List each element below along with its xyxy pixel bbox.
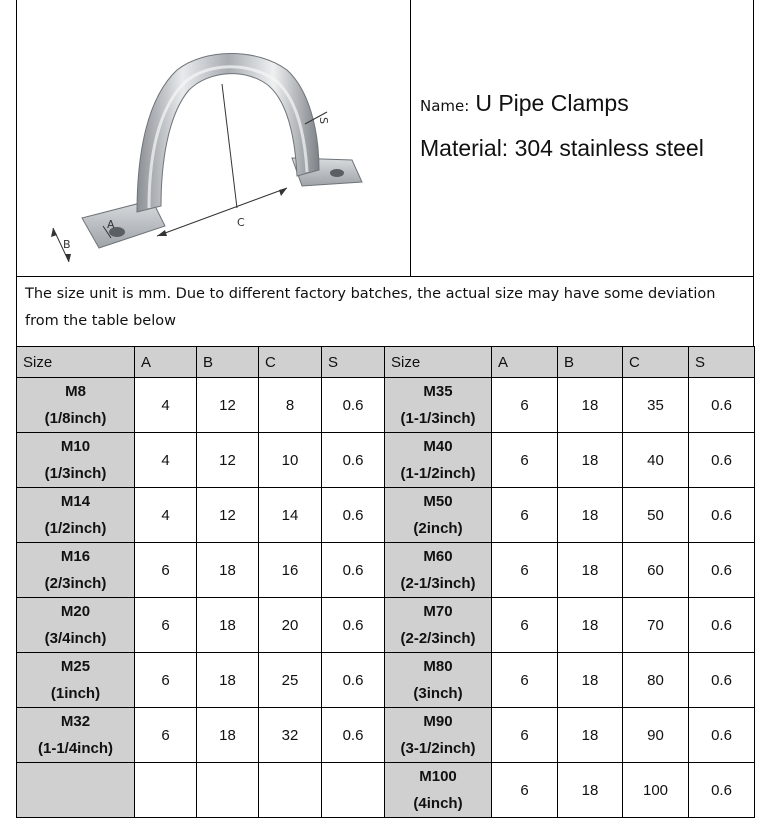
size-cell	[385, 653, 492, 708]
table-row	[17, 433, 755, 488]
dim-b-cell: 12	[197, 433, 259, 488]
column-header: A	[135, 347, 197, 378]
size-cell	[385, 378, 492, 433]
size-inch: (1/3inch)	[44, 465, 107, 482]
table-row	[17, 488, 755, 543]
dim-b-cell: 18	[558, 653, 623, 708]
size-inch: (1/2inch)	[44, 520, 107, 537]
size-metric: M40	[423, 438, 453, 455]
dim-c-line	[157, 188, 287, 236]
size-metric: M25	[60, 658, 91, 675]
dim-s-cell: 0.6	[689, 653, 755, 708]
size-inch: (4inch)	[413, 795, 463, 812]
dim-c-cell: 16	[259, 543, 322, 598]
dim-s-cell: 0.6	[322, 433, 385, 488]
size-metric: M8	[65, 383, 86, 400]
dim-s-cell: 0.6	[689, 488, 755, 543]
dim-c-arrow-left	[157, 230, 167, 236]
dim-a-cell: 6	[135, 708, 197, 763]
column-header: A	[492, 347, 558, 378]
size-inch: (3-1/2inch)	[400, 740, 476, 757]
dim-a-cell: 6	[492, 653, 558, 708]
name-label: Name:	[420, 97, 470, 115]
table-row	[17, 763, 755, 818]
dim-b-cell: 18	[558, 763, 623, 818]
column-header: C	[623, 347, 689, 378]
size-cell	[17, 543, 135, 598]
u-clamp-diagram	[37, 40, 397, 270]
size-inch: (2/3inch)	[44, 575, 107, 592]
dim-b-cell: 18	[558, 543, 623, 598]
table-row	[17, 653, 755, 708]
size-inch: (1/8inch)	[44, 410, 107, 427]
dim-c-cell: 14	[259, 488, 322, 543]
size-inch: (1inch)	[50, 685, 101, 702]
size-inch: (3/4inch)	[44, 630, 107, 647]
size-metric: M80	[423, 658, 453, 675]
column-header: C	[259, 347, 322, 378]
dim-c-cell: 10	[259, 433, 322, 488]
dim-s-cell: 0.6	[689, 543, 755, 598]
dim-b-cell: 18	[197, 598, 259, 653]
dim-a-cell: 6	[492, 378, 558, 433]
size-cell	[17, 708, 135, 763]
dim-s-cell: 0.6	[322, 378, 385, 433]
size-metric: M70	[423, 603, 453, 620]
dim-a-cell: 6	[135, 653, 197, 708]
dim-c-cell: 32	[259, 708, 322, 763]
spec-sheet	[16, 0, 754, 820]
dim-a-cell: 6	[492, 433, 558, 488]
dim-c-cell: 80	[623, 653, 689, 708]
dim-a-cell: 6	[492, 543, 558, 598]
dim-a-cell: 4	[135, 433, 197, 488]
dim-b-label: B	[63, 238, 71, 251]
size-cell	[385, 433, 492, 488]
dim-a-cell: 4	[135, 378, 197, 433]
size-cell	[17, 763, 135, 818]
size-cell	[17, 488, 135, 543]
size-metric: M35	[423, 383, 453, 400]
dim-s-cell: 0.6	[689, 598, 755, 653]
size-metric: M32	[60, 713, 91, 730]
dim-b-cell: 18	[558, 488, 623, 543]
size-inch: (3inch)	[413, 685, 463, 702]
material-text: Material: 304 stainless steel	[420, 135, 704, 161]
dim-b-cell: 12	[197, 378, 259, 433]
dim-c-cell: 100	[623, 763, 689, 818]
size-cell	[17, 433, 135, 488]
table-header-row	[17, 347, 755, 378]
dim-a-label: A	[107, 218, 115, 231]
dim-c-label: C	[237, 216, 245, 229]
dim-b-cell: 18	[197, 708, 259, 763]
dim-s-cell: 0.6	[689, 378, 755, 433]
size-cell	[385, 763, 492, 818]
dim-a-cell: 6	[492, 708, 558, 763]
size-note: The size unit is mm. Due to different factory batches, the actual size may have some deviation from the table below	[16, 277, 754, 346]
header-divider	[410, 0, 411, 277]
dim-a-cell: 6	[492, 763, 558, 818]
dim-c-cell: 8	[259, 378, 322, 433]
size-cell	[17, 598, 135, 653]
size-table	[16, 346, 755, 818]
dim-c-cell: 20	[259, 598, 322, 653]
size-inch: (1-1/4inch)	[37, 740, 113, 757]
size-inch: (2-1/3inch)	[400, 575, 476, 592]
dim-c-cell: 40	[623, 433, 689, 488]
name-value: U Pipe Clamps	[475, 90, 629, 116]
dim-s-cell	[322, 763, 385, 818]
size-inch: (2-2/3inch)	[400, 630, 476, 647]
dim-a-cell: 6	[492, 488, 558, 543]
size-metric: M16	[60, 548, 91, 565]
column-header: S	[322, 347, 385, 378]
dim-s-cell: 0.6	[322, 653, 385, 708]
dim-s-cell: 0.6	[689, 433, 755, 488]
table-row	[17, 378, 755, 433]
dim-c-cell	[259, 763, 322, 818]
dim-b-cell: 18	[558, 433, 623, 488]
dim-s-label: S	[317, 117, 330, 124]
dim-c-cell: 25	[259, 653, 322, 708]
size-cell	[385, 598, 492, 653]
dim-b-cell: 12	[197, 488, 259, 543]
dim-b-cell: 18	[558, 598, 623, 653]
dim-s-cell: 0.6	[322, 488, 385, 543]
dim-b-cell: 18	[558, 708, 623, 763]
clamp-right-hole	[330, 169, 344, 177]
dim-a-cell: 4	[135, 488, 197, 543]
size-inch: (1-1/2inch)	[400, 465, 476, 482]
table-row	[17, 598, 755, 653]
dim-s-cell: 0.6	[322, 543, 385, 598]
dim-b-cell	[197, 763, 259, 818]
column-header: B	[558, 347, 623, 378]
dim-b-cell: 18	[558, 378, 623, 433]
dim-c-cell: 60	[623, 543, 689, 598]
size-metric: M50	[423, 493, 453, 510]
size-inch: (1-1/3inch)	[400, 410, 476, 427]
table-row	[17, 543, 755, 598]
dim-a-cell: 6	[492, 598, 558, 653]
column-header: S	[689, 347, 755, 378]
size-cell	[17, 378, 135, 433]
size-metric: M60	[423, 548, 453, 565]
dim-s-cell: 0.6	[322, 598, 385, 653]
dim-a-cell: 6	[135, 598, 197, 653]
size-metric: M90	[423, 713, 453, 730]
size-metric: M14	[60, 493, 91, 510]
size-metric: M20	[60, 603, 91, 620]
dim-a-cell: 6	[135, 543, 197, 598]
dim-c-cell: 90	[623, 708, 689, 763]
dim-b-cell: 18	[197, 543, 259, 598]
dim-c-arrow-right	[279, 188, 287, 196]
product-info	[420, 90, 750, 162]
size-cell	[17, 653, 135, 708]
dim-s-cell: 0.6	[689, 763, 755, 818]
size-cell	[385, 543, 492, 598]
dim-s-cell: 0.6	[689, 708, 755, 763]
column-header: Size	[385, 347, 492, 378]
column-header: Size	[17, 347, 135, 378]
header-panel	[16, 0, 754, 277]
dim-s-cell: 0.6	[322, 708, 385, 763]
size-cell	[385, 708, 492, 763]
dim-b-cell: 18	[197, 653, 259, 708]
column-header: B	[197, 347, 259, 378]
size-metric: M10	[60, 438, 91, 455]
dim-c-cell: 50	[623, 488, 689, 543]
table-row	[17, 708, 755, 763]
size-metric: M100	[419, 768, 457, 785]
name-row	[420, 90, 750, 117]
size-cell	[385, 488, 492, 543]
dim-c-cell: 70	[623, 598, 689, 653]
size-inch: (2inch)	[413, 520, 463, 537]
dim-height-line	[222, 84, 237, 208]
dim-c-cell: 35	[623, 378, 689, 433]
dim-a-cell	[135, 763, 197, 818]
